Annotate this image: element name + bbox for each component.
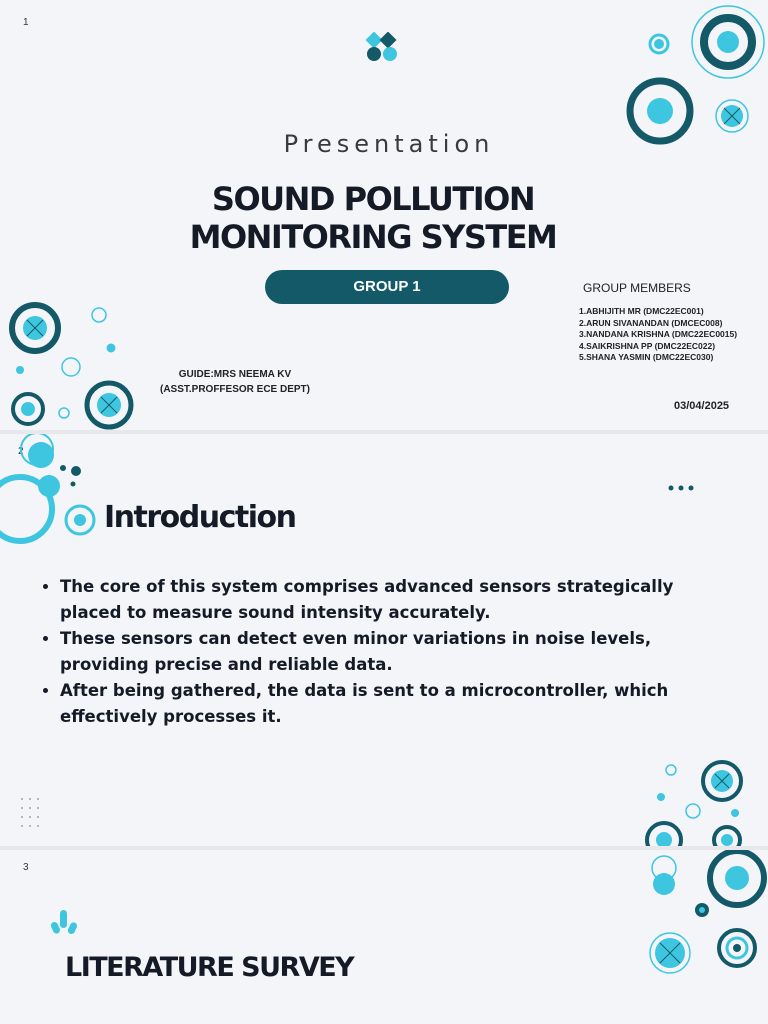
slide-number: 3	[23, 862, 29, 873]
target-circle-icon	[13, 394, 43, 424]
target-circle-icon	[650, 933, 690, 973]
target-circle-icon	[647, 823, 681, 846]
target-circle-icon	[12, 305, 58, 351]
list-item: • These sensors can detect even minor variations in noise levels, providing precise and reliable data.	[60, 626, 720, 678]
list-item: • The core of this system comprises advanced sensors strategically placed to measure sound intensity accurately.	[60, 574, 720, 626]
target-circle-icon	[716, 100, 748, 132]
guide-position: (ASST.PROFFESOR ECE DEPT)	[159, 384, 310, 395]
target-circle-icon	[710, 851, 764, 905]
guide-info	[130, 367, 340, 397]
target-circle-icon	[66, 506, 94, 534]
target-circle-icon	[692, 6, 764, 78]
slide-title: Introduction	[104, 500, 296, 535]
list-item: 3.NANDANA KRISHNA (DMC22EC0015)	[579, 329, 738, 339]
accent-icon	[50, 910, 78, 935]
decorative-circles	[0, 850, 768, 1024]
members-list	[579, 306, 737, 364]
title-line: MONITORING SYSTEM	[189, 218, 557, 256]
slide-2[interactable]	[0, 434, 768, 846]
slide-3[interactable]	[0, 850, 768, 1024]
target-circle-icon	[703, 762, 741, 800]
target-circle-icon	[650, 35, 668, 53]
list-item: 1.ABHIJITH MR (DMC22EC001)	[579, 306, 704, 316]
list-item: 5.SHANA YASMIN (DMC22EC030)	[579, 352, 714, 362]
group-label: GROUP 1	[265, 270, 509, 304]
bullet-list	[40, 574, 720, 730]
title-line: SOUND POLLUTION	[211, 180, 535, 218]
presentation-subtitle: Presentation	[283, 130, 495, 158]
target-circle-icon	[87, 383, 131, 427]
list-item: 4.SAIKRISHNA PP (DMC22EC022)	[579, 340, 716, 351]
target-circle-icon	[719, 930, 755, 966]
list-item: • After being gathered, the data is sent to a microcontroller, which effectively processes it.	[60, 678, 720, 730]
slide-number: 1	[23, 17, 29, 28]
slide-1[interactable]	[0, 0, 768, 430]
slide-title: LITERATURE SURVEY	[65, 952, 354, 983]
target-circle-icon	[714, 827, 740, 846]
list-item: 2.ARUN SIVANANDAN (DMCEC008)	[579, 317, 723, 328]
members-heading: GROUP MEMBERS	[583, 281, 691, 295]
brand-logo-icon	[364, 32, 400, 66]
slide-number: 2	[18, 446, 24, 457]
presentation-title	[0, 180, 746, 256]
presentation-date: 03/04/2025	[674, 400, 730, 412]
guide-name: GUIDE:MRS NEEMA KV	[178, 369, 292, 380]
